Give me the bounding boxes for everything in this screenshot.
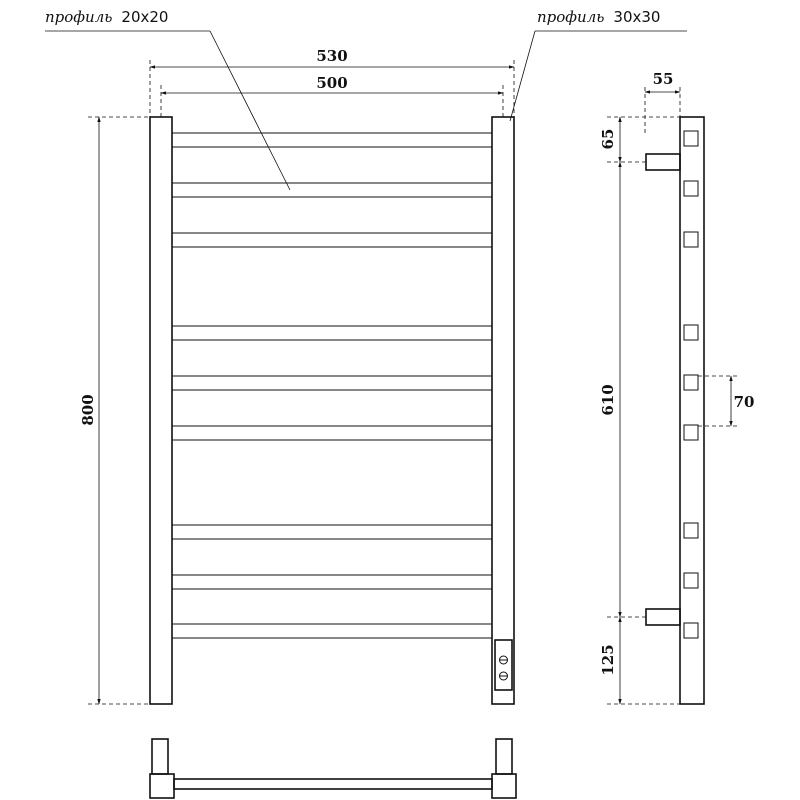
svg-text:профиль 30x30 xyxy=(537,8,660,26)
side-view xyxy=(599,70,754,704)
crossbar xyxy=(172,575,492,589)
dimension-70 xyxy=(698,376,754,426)
dimension-125 xyxy=(599,617,620,704)
heater-connector xyxy=(495,640,512,690)
wall-mount-top xyxy=(646,154,680,170)
crossbar xyxy=(172,525,492,539)
dim-top-offset-label: 65 xyxy=(599,128,617,150)
crossbar xyxy=(172,326,492,340)
dim-profile-step-label: 70 xyxy=(733,393,755,411)
callout-left-size: 20x20 xyxy=(121,8,169,26)
bar-profile xyxy=(684,375,698,390)
crossbar xyxy=(172,624,492,638)
dimension-610 xyxy=(599,162,620,617)
side-bar-profiles xyxy=(684,131,698,638)
top-right-post xyxy=(496,739,512,774)
bar-profile xyxy=(684,131,698,146)
bar-profile xyxy=(684,325,698,340)
dimension-500 xyxy=(161,74,503,93)
top-left-base xyxy=(150,774,174,798)
bar-profile xyxy=(684,181,698,196)
bar-profile xyxy=(684,232,698,247)
callout-right-word: профиль xyxy=(537,8,605,26)
svg-text:профиль 20x20 xyxy=(45,8,168,26)
crossbar xyxy=(172,426,492,440)
dim-inner-width-label: 500 xyxy=(316,74,348,92)
callout-right-size: 30x30 xyxy=(613,8,661,26)
crossbar xyxy=(172,376,492,390)
dimension-55 xyxy=(645,70,680,135)
left-post xyxy=(150,117,172,704)
bar-profile xyxy=(684,425,698,440)
callout-left-word: профиль xyxy=(45,8,113,26)
dim-outer-width-label: 530 xyxy=(316,47,348,65)
side-post xyxy=(680,117,704,704)
dimension-800 xyxy=(79,117,150,704)
dimension-65 xyxy=(599,117,620,162)
crossbars xyxy=(172,133,492,638)
callout-profile-30 xyxy=(510,8,687,121)
dim-bracket-depth-label: 55 xyxy=(652,70,674,88)
front-view xyxy=(45,8,687,704)
dim-height-label: 800 xyxy=(79,394,97,426)
dim-bottom-offset-label: 125 xyxy=(599,644,617,676)
right-post xyxy=(492,117,514,704)
top-right-base xyxy=(492,774,516,798)
top-view xyxy=(150,739,516,798)
top-left-post xyxy=(152,739,168,774)
wall-mount-bottom xyxy=(646,609,680,625)
dim-mount-spacing-label: 610 xyxy=(599,384,617,416)
bar-profile xyxy=(684,573,698,588)
bar-profile xyxy=(684,523,698,538)
dimension-530 xyxy=(150,47,514,67)
crossbar xyxy=(172,233,492,247)
crossbar xyxy=(172,133,492,147)
top-crossbar xyxy=(174,779,492,789)
bar-profile xyxy=(684,623,698,638)
crossbar xyxy=(172,183,492,197)
callout-profile-20 xyxy=(45,8,290,190)
